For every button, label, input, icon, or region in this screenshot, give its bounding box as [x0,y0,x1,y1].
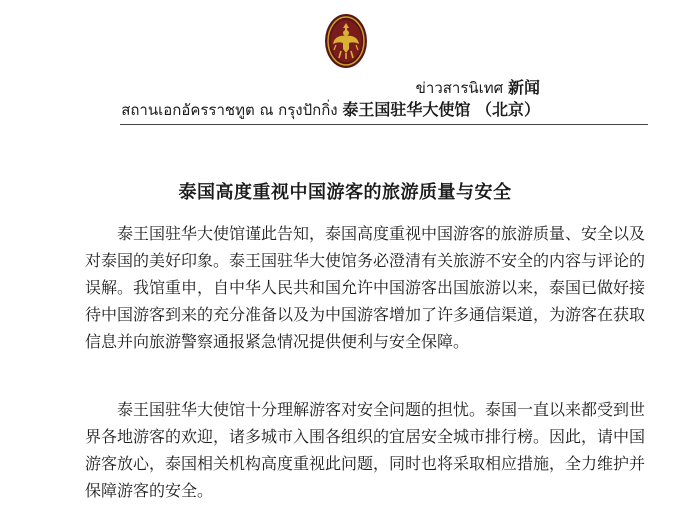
article-title: 泰国高度重视中国游客的旅游质量与安全 [178,182,512,203]
letterhead-thai-embassy: สถานเอกอัครราชทูต ณ กรุงปักกิ่ง [121,101,338,119]
letterhead-line1 [121,78,540,98]
letterhead-cn-embassy: 泰王国驻华大使馆 （北京） [342,100,540,119]
letterhead [121,78,540,120]
garuda-emblem-icon [324,13,368,69]
letterhead-cn-news: 新闻 [507,78,540,97]
header-divider [120,124,648,125]
letterhead-line2 [121,100,540,120]
letterhead-thai-news: ข่าวสารนิเทศ [415,79,504,97]
article-paragraph-1: 泰王国驻华大使馆谨此告知，泰国高度重视中国游客的旅游质量、安全以及对泰国的美好印象。泰王国驻华大使馆务必澄清有关旅游不安全的内容与评论的误解。我馆重申，自中华人民共和国允许中国游客出国旅游以来，泰国已做好接待中国游客到来的充分准备以及为中国游客增加了许多通信渠道，为游客在获取信息并向旅游警察通报紧急情况提供便利与安全保障。 [85,224,646,351]
article-paragraph-2: 泰王国驻华大使馆十分理解游客对安全问题的担忧。泰国一直以来都受到世界各地游客的欢迎，诸多城市入围各组织的宜居安全城市排行榜。因此，请中国游客放心，泰国相关机构高度重视此问题，同时也将采取相应措施，全力维护并保障游客的安全。 [85,400,646,500]
